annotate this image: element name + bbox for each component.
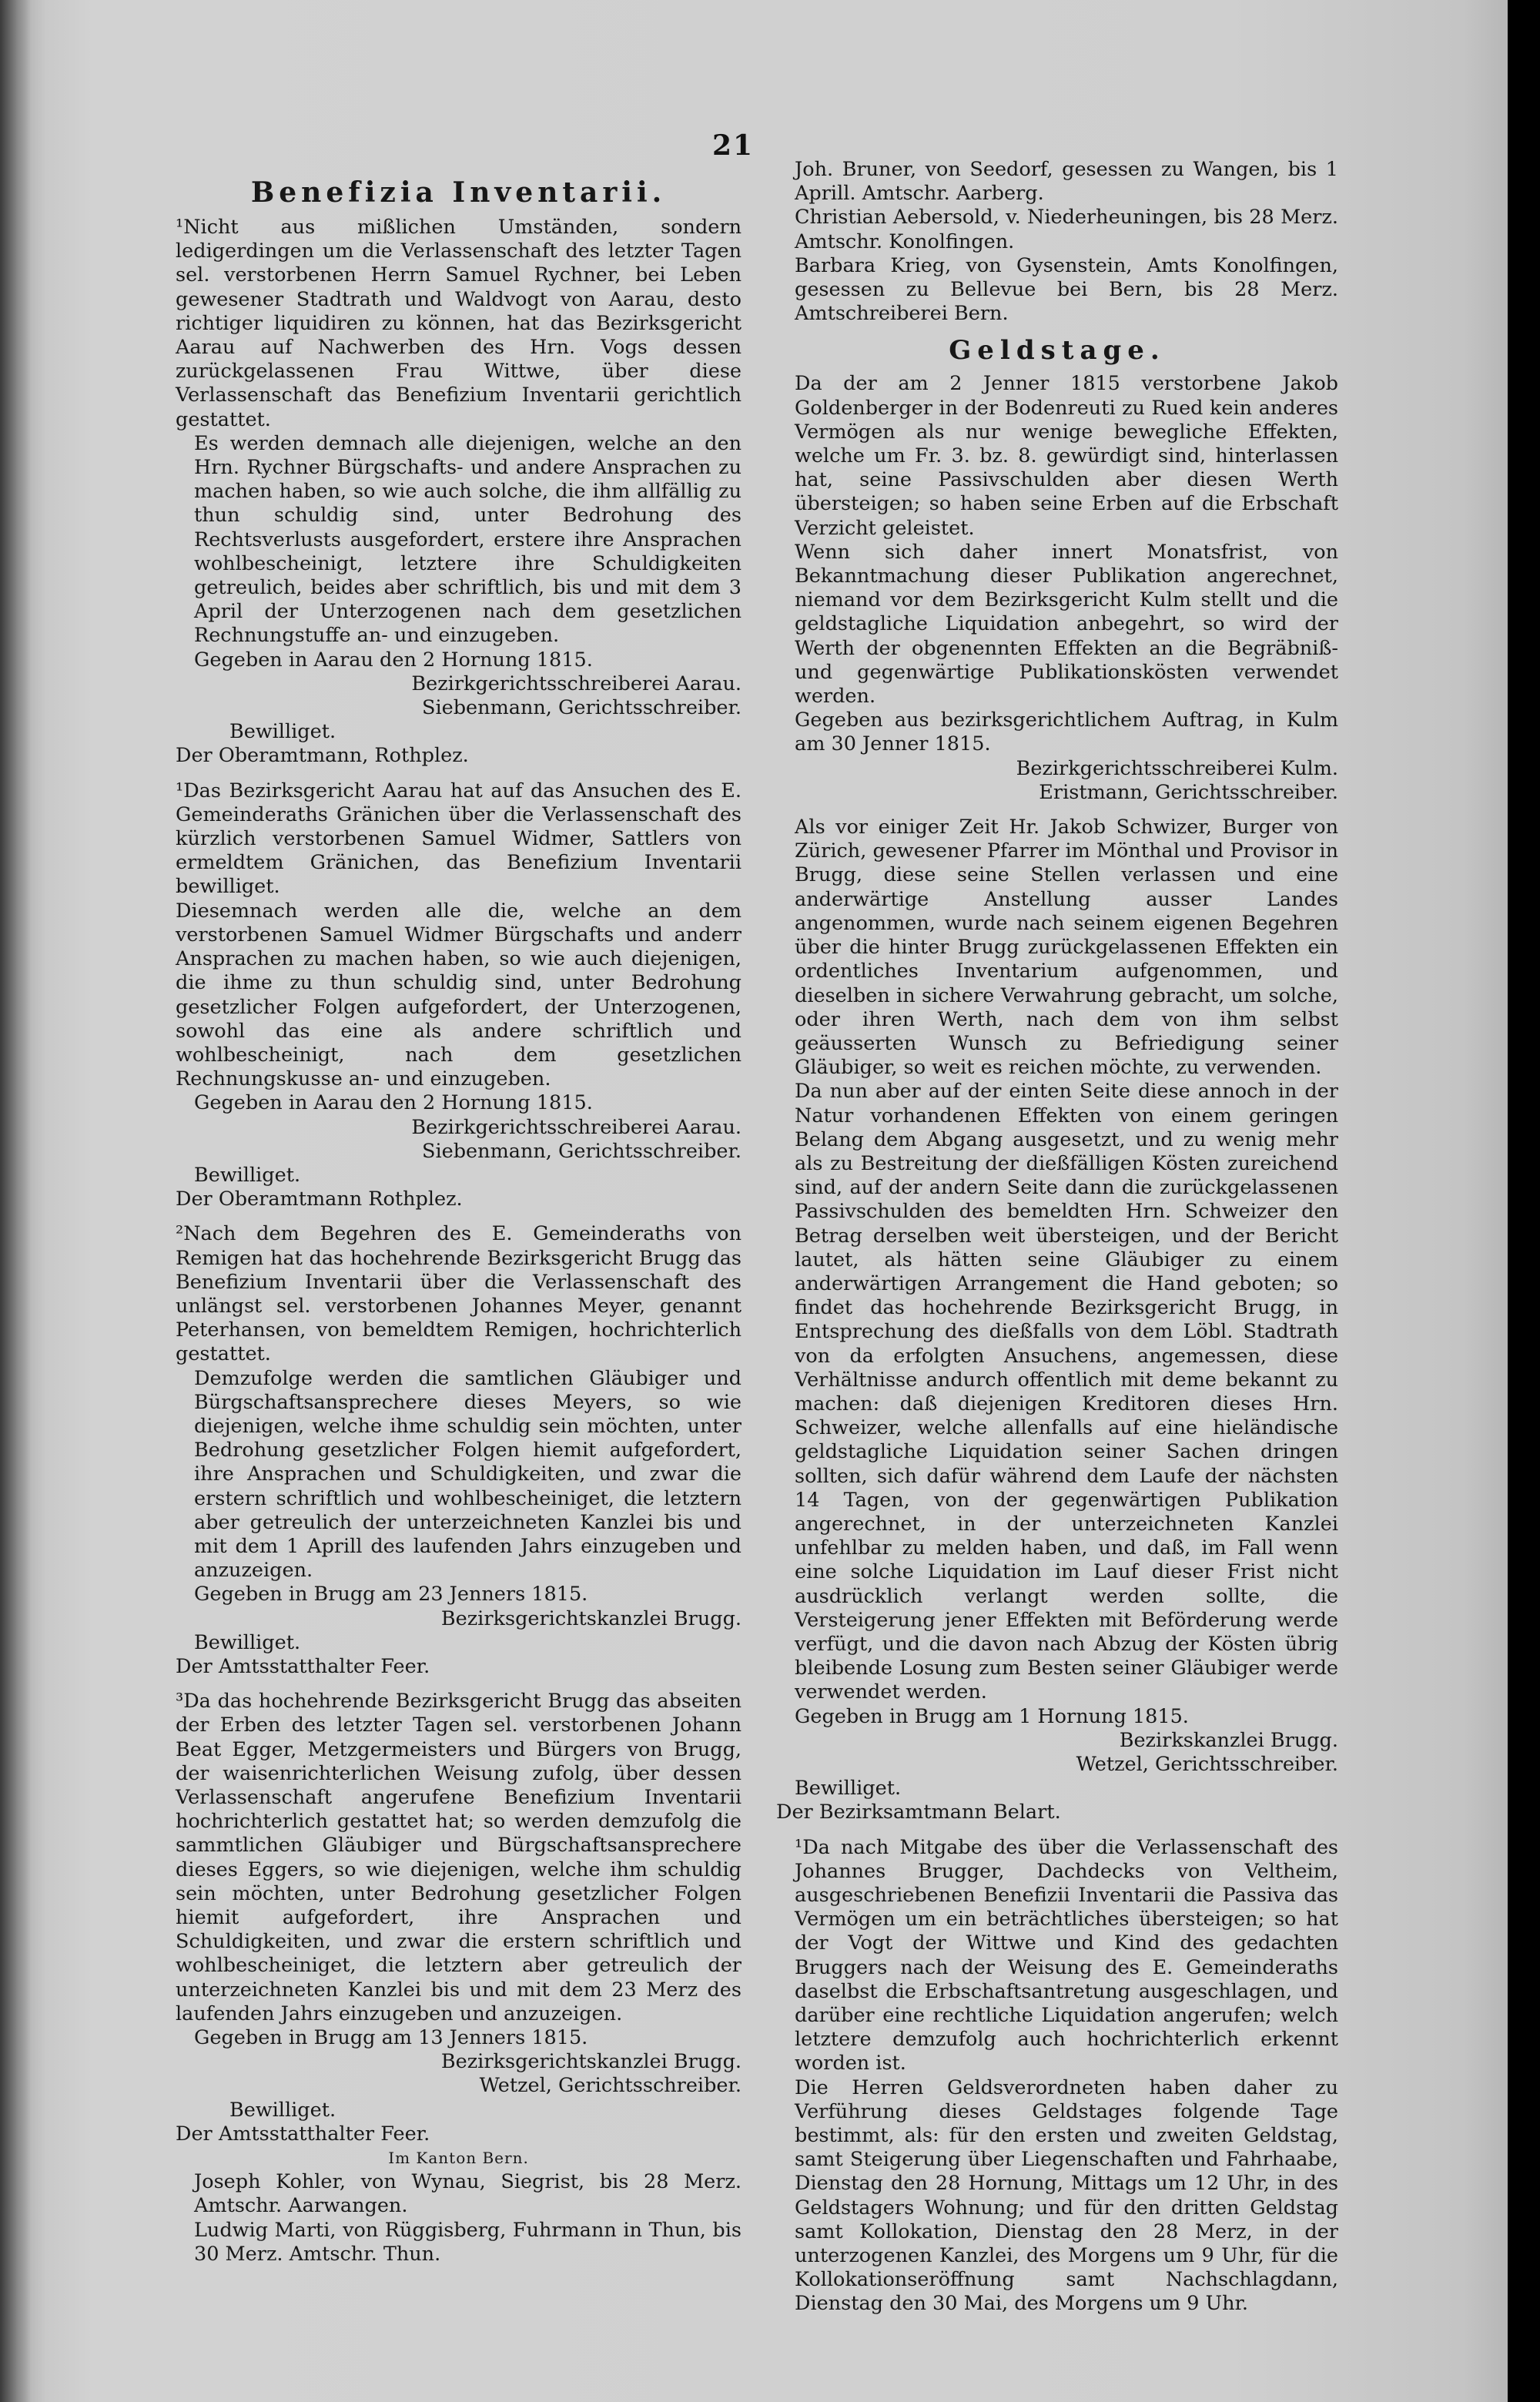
notice-date: Gegeben in Brugg am 13 Jenners 1815. — [194, 2026, 588, 2050]
notice-rychner — [176, 216, 742, 769]
bern-entry: Joseph Kohler, von Wynau, Siegrist, bis 28 Merz. Amtschr. Aarwangen. — [194, 2170, 742, 2218]
notice-office: Bezirksgerichtskanzlei Brugg. — [440, 1606, 742, 1630]
notice-body: Wenn sich daher innert Monatsfrist, von Bekanntmachung dieser Publikation angerechnet, niemand vor dem Bezirksgericht Kulm stellt und die geldstagliche Liquidation anbegehrt, so wird der Werth der obgenennten Effekten an die Begräbniß- und gegenwärtige Publikationskösten verwendet werden. — [795, 540, 1338, 709]
notice-signer: Siebenmann, Gerichtsschreiber. — [422, 1139, 742, 1163]
scan-border — [1508, 0, 1540, 2402]
bern-entry: Christian Aebersold, v. Niederheuningen, bis 28 Merz. Amtschr. Konolfingen. — [795, 206, 1338, 253]
section-heading-benefizia: Benefizia Inventarii. — [250, 176, 667, 209]
approval-label: Bewilliget. — [229, 720, 336, 744]
approval-label: Bewilliget. — [194, 1163, 301, 1187]
notice-meyer — [176, 1222, 742, 1679]
notice-body: ¹Da nach Mitgabe des über die Verlassenschaft des Johannes Brugger, Dachdecks von Veltheim, ausgeschriebenen Benefizii Inventarii die Passiva das Vermögen um ein beträchtliches übersteigen; so hat der Vogt der Wittwe und Kind des gedachten Bruggers nach der Weisung des E. Gemeinderaths daselbst die Erbschaftsantretung ausgeschlagen, und darüber eine rechtliche Liquidation angerufen; welch letztere demzufolg auch hochrichterlich erkennt worden ist. — [795, 1835, 1338, 2075]
bern-entry: Joh. Bruner, von Seedorf, gesessen zu Wangen, bis 1 Aprill. Amtschr. Aarberg. — [795, 158, 1338, 206]
approving-official: Der Amtsstatthalter Feer. — [176, 2122, 430, 2146]
notice-body: Da nun aber auf der einten Seite diese annoch in der Natur vorhandenen Effekten von einem geringen Belang dem Abgang ausgesetzt, und zu wenig mehr als zu Bestreitung der dießfälligen Kösten zureichend sind, auf der andern Seite dann die zurückgelassenen Passivschulden des bemeldten Hrn. Schweizer den Betrag derselben weit übersteigen, und der Bericht lautet, als hätten seine Gläubiger zu einem anderwärtigen Arrangement die Hand geboten; so findet das hochehrende Bezirksgericht Brugg, in Entsprechung des dießfalls von dem Löbl. Stadtrath von da erfolgten Ansuchens, angemessen, diese Verhältnisse andurch offentlich mit deme bekannt zu machen: daß diejenigen Kreditoren dieses Hrn. Schweizer, welche allenfalls auf eine hieländische geldstagliche Liquidation seiner Sachen dringen sollten, sich dafür während dem Laufe der nächsten 14 Tagen, von der gegenwärtigen Publikation angerechnet, in der unterzeichneten Kanzlei unfehlbar zu melden haben, und daß, im Fall wenn eine solche Liquidation im Lauf dieser Frist nicht ausdrücklich verlangt werden sollte, die Versteigerung jener Effekten mit Beförderung werde verfügt, und die davon nach Abzug der Kösten übrig bleibende Losung zum Besten seiner Gläubiger werde verwendet werden. — [795, 1080, 1338, 1704]
notice-body: Die Herren Geldsverordneten haben daher zu Verführung dieses Geldstages folgende Tage bestimmt, als: für den ersten und zweiten Geldstag, samt Steigerung über Liegenschaften und Fahrhaabe, Dienstag den 28 Hornung, Mittags um 12 Uhr, in des Geldstagers Wohnung; und für den dritten Geldstag samt Kollokation, Dienstag den 28 Merz, in der unterzogenen Kanzlei, des Morgens um 9 Uhr, für die Kollokationseröffnung samt Nachschlagdann, Dienstag den 30 Mai, des Morgens um 9 Uhr. — [795, 2075, 1338, 2316]
approving-official: Der Oberamtmann Rothplez. — [176, 1188, 463, 1211]
notice-body: Diesemnach werden alle die, welche an dem verstorbenen Samuel Widmer Bürgschafts und anderr Ansprachen zu machen haben, so wie auch diejenigen, die ihme zu thun schuldig sind, unter Bedrohung gesetzlicher Folgen aufgefordert, der Unterzogenen, sowohl das eine als andere schriftlich und wohlbescheinigt, nach dem gesetzlichen Rechnungskusse an- und einzugeben. — [176, 899, 742, 1091]
notice-signer: Eristmann, Gerichtsschreiber. — [1039, 780, 1338, 804]
approving-official: Der Amtsstatthalter Feer. — [176, 1654, 430, 1678]
notice-body: ³Da das hochehrende Bezirksgericht Brugg das abseiten der Erben des letzter Tagen sel. verstorbenen Johann Beat Egger, Metzgermeisters und Bürgers von Brugg, der waisenrichterlichen Weisung zufolg, über dessen Verlassenschaft angerufene Benefizium Inventarii hochrichterlich gestattet hat; so werden demzufolg die sammtlichen Gläubiger und Bürgschaftsansprechere dieses Eggers, so wie diejenigen, welche ihm schuldig sein möchten, unter Bedrohung gesetzlicher Folgen hiemit aufgefordert, ihre Ansprachen und Schuldigkeiten, und zwar die erstern schriftlich und wohlbescheiniget, die letztern aber getreulich der unterzeichneten Kanzlei bis und mit dem 23 Merz des laufenden Jahrs einzugeben und anzuzeigen. — [176, 1690, 742, 2025]
notice-brugger — [776, 1836, 1338, 2317]
notice-date: Gegeben aus bezirksgerichtlichem Auftrag, in Kulm am 30 Jenner 1815. — [795, 709, 1338, 756]
binding-shadow — [0, 0, 31, 2402]
notice-body: Da der am 2 Jenner 1815 verstorbene Jakob Goldenberger in der Bodenreuti zu Rued kein anderes Vermögen als nur wenige bewegliche Effekten, welche um Fr. 3. bz. 8. gewürdigt sind, hinterlassen hat, seine Passivschulden aber diesen Werth übersteigen; so haben seine Erben auf die Erbschaft Verzicht geleistet. — [795, 372, 1338, 540]
notice-signer: Wetzel, Gerichtsschreiber. — [479, 2074, 742, 2098]
notice-date: Gegeben in Brugg am 1 Hornung 1815. — [795, 1704, 1189, 1728]
page-number: 21 — [712, 129, 755, 162]
notice-goldenberger — [776, 372, 1338, 805]
notice-date: Gegeben in Aarau den 2 Hornung 1815. — [194, 648, 593, 672]
approval-label: Bewilliget. — [229, 2098, 336, 2122]
approving-official: Der Oberamtmann, Rothplez. — [176, 744, 469, 768]
notice-widmer — [176, 779, 742, 1212]
notice-office: Bezirkgerichtsschreiberei Kulm. — [1016, 756, 1338, 780]
notice-date: Gegeben in Aarau den 2 Hornung 1815. — [194, 1091, 593, 1115]
notice-body: ²Nach dem Begehren des E. Gemeinderaths von Remigen hat das hochehrende Bezirksgericht Brugg das Benefizium Inventarii über die Verlassenschaft des unlängst sel. verstorbenen Johannes Meyer, genannt Peterhansen, von bemeldtem Remigen, hochrichterlich gestattet. — [176, 1222, 742, 1366]
approval-label: Bewilliget. — [795, 1777, 902, 1801]
bern-entry: Barbara Krieg, von Gysenstein, Amts Konolfingen, gesessen zu Bellevue bei Bern, bis 28 Merz. Amtschreiberei Bern. — [795, 253, 1338, 326]
bern-entry: Ludwig Marti, von Rüggisberg, Fuhrmann in Thun, bis 30 Merz. Amtschr. Thun. — [194, 2218, 742, 2266]
left-column — [176, 176, 742, 2266]
approval-label: Bewilliget. — [194, 1630, 301, 1654]
notice-body: Demzufolge werden die samtlichen Gläubiger und Bürgschaftsansprechere dieses Meyers, so wie diejenigen, welche ihme schuldig sein möchten, unter Bedrohung gesetzlicher Folgen hiemit aufgefordert, ihre Ansprachen und Schuldigkeiten, und zwar die erstern schriftlich und wohlbescheiniget, die letztern aber getreulich der unterzeichneten Kanzlei bis und mit dem 1 Aprill des laufenden Jahrs einzugeben und anzuzeigen. — [194, 1366, 742, 1583]
canton-header: Im Kanton Bern. — [388, 2149, 529, 2168]
right-column — [776, 158, 1338, 2317]
notice-signer: Wetzel, Gerichtsschreiber. — [1076, 1753, 1338, 1776]
notice-office: Bezirkgerichtsschreiberei Aarau. — [411, 672, 742, 695]
notice-office: Bezirksgerichtskanzlei Brugg. — [440, 2050, 742, 2074]
notice-body: ¹Nicht aus mißlichen Umständen, sondern ledigerdingen um die Verlassenschaft des letzter Tagen sel. verstorbenen Herrn Samuel Rychner, bei Leben gewesener Stadtrath und Waldvogt von Aarau, desto richtiger liquidiren zu können, hat das Bezirksgericht Aarau auf Nachwerben des Hrn. Vogs dessen zurückgelassenen Frau Wittwe, über diese Verlassenschaft das Benefizium Inventarii gerichtlich gestattet. — [176, 216, 742, 431]
notice-body: Als vor einiger Zeit Hr. Jakob Schwizer, Burger von Zürich, gewesener Pfarrer im Mönthal und Provisor in Brugg, diese seine Stellen verlassen und eine anderwärtige Anstellung ausser Landes angenommen, wurde nach seinem eigenen Begehren über die hinter Brugg zurückgelassenen Effekten ein ordentliches Inventarium aufgenommen, und dieselben in sichere Verwahrung gebracht, um solche, oder ihren Werth, nach dem von ihm selbst geäusserten Wunsch zu Befriedigung seiner Gläubiger, so weit es reichen möchte, zu verwenden. — [795, 816, 1338, 1080]
notice-schwizer — [776, 816, 1338, 1825]
notice-office: Bezirkskanzlei Brugg. — [1119, 1728, 1338, 1752]
notice-egger — [176, 1690, 742, 2146]
section-heading-geldstage: Geldstage. — [949, 335, 1166, 367]
notice-signer: Siebenmann, Gerichtsschreiber. — [422, 696, 742, 720]
notice-body: ¹Das Bezirksgericht Aarau hat auf das Ansuchen des E. Gemeinderaths Gränichen über die Verlassenschaft des kürzlich verstorbenen Samuel Widmer, Sattlers von ermeldtem Gränichen, das Benefizium Inventarii bewilliget. — [176, 779, 742, 899]
notice-body: Es werden demnach alle diejenigen, welche an den Hrn. Rychner Bürgschafts- und andere Ansprachen zu machen haben, so wie auch solche, die ihm allfällig zu thun schuldig sind, unter Bedrohung des Rechtsverlusts ausgefordert, erstere ihre Ansprachen wohlbescheinigt, letztere ihre Schuldigkeiten getreulich, beides aber schriftlich, bis und mit dem 3 April der Unterzogenen nach dem gesetzlichen Rechnungstuffe an- und einzugeben. — [194, 431, 742, 648]
notice-date: Gegeben in Brugg am 23 Jenners 1815. — [194, 1583, 588, 1606]
notice-office: Bezirkgerichtsschreiberei Aarau. — [411, 1115, 742, 1139]
approving-official: Der Bezirksamtmann Belart. — [776, 1801, 1061, 1824]
